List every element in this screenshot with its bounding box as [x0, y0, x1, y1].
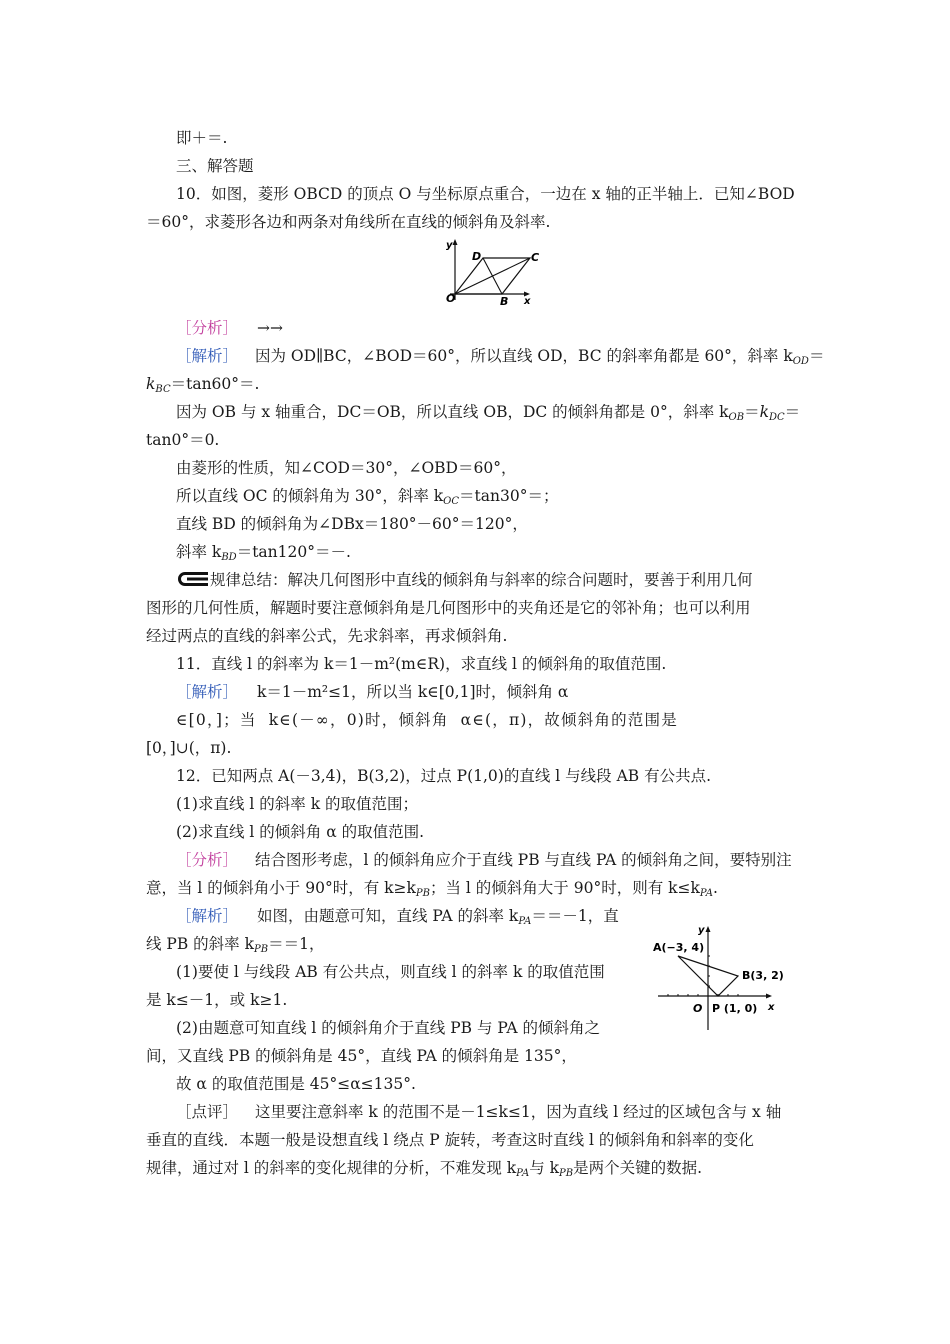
solution-text: ＝tan30°＝； [459, 487, 559, 505]
solution-12-line-1 [176, 906, 619, 932]
solution-text: k＝1－m²≤1，所以当 k∈[0,1]时，倾斜角 α [256, 683, 569, 701]
comment-text: 是两个关键的数据. [573, 1159, 703, 1177]
fig2-a-label: A(−3, 4) [653, 941, 705, 954]
comment-tag: ［点评］ [176, 1103, 239, 1121]
fig2-p-label: P (1, 0) [712, 1002, 758, 1015]
rule-text: 规律总结：解决几何图形中直线的倾斜角与斜率的综合问题时，要善于利用几何 [210, 571, 753, 589]
analysis-text: 意，当 l 的倾斜角小于 90°时，有 k≥k [146, 879, 416, 897]
question-12-part-1: (1)求直线 l 的斜率 k 的取值范围； [176, 795, 419, 813]
comment-text: 规律，通过对 l 的斜率的变化规律的分析，不难发现 k [146, 1159, 517, 1177]
solution-10-line-8 [176, 542, 351, 568]
subscript: DC [769, 412, 785, 423]
line-segment-figure [650, 918, 790, 1036]
solution-10-line-5: 由菱形的性质，知∠COD＝30°，∠OBD＝60°， [176, 459, 517, 477]
question-12: 12．已知两点 A(－3,4)，B(3,2)，过点 P(1,0)的直线 l 与线段 AB 有公共点. [176, 767, 712, 785]
rhombus-figure [438, 236, 538, 306]
subscript: OD [792, 356, 809, 367]
solution-text: 斜率 k [176, 543, 222, 561]
subscript: BC [155, 384, 171, 395]
solution-text: 所以直线 OC 的倾斜角为 30°，斜率 k [176, 487, 444, 505]
analysis-text: 结合图形考虑，l 的倾斜角应介于直线 PB 与直线 PA 的倾斜角之间，要特别注 [254, 851, 792, 869]
fig1-b-label: B [500, 295, 509, 308]
book-stack-icon [176, 571, 210, 587]
comment-line-1 [176, 1102, 781, 1122]
solution-12-line-7: 故 α 的取值范围是 45°≤α≤135°. [176, 1075, 416, 1093]
solution-text: ＝＝－1，直 [531, 907, 619, 925]
question-12-part-2: (2)求直线 l 的倾斜角 α 的取值范围. [176, 823, 425, 841]
k-symbol: k [759, 403, 769, 421]
fig2-o-label: O [693, 1002, 703, 1015]
solution-text: ＝tan60°＝. [170, 375, 260, 393]
solution-10-line-3 [176, 402, 800, 428]
analysis-12-line-1 [176, 850, 792, 870]
solution-12-line-4: 是 k≤－1，或 k≥1. [146, 991, 288, 1009]
solution-tag: ［解析］ [176, 683, 239, 701]
solution-11-line-2: ∈[0，]；当 k∈(－∞，0)时，倾斜角 α∈(，π)，故倾斜角的范围是 [176, 711, 678, 729]
fig2-y-label: y [698, 925, 705, 936]
rule-summary-line-1 [176, 570, 753, 590]
solution-text: ＝tan120°＝－. [236, 543, 351, 561]
comment-text: 这里要注意斜率 k 的范围不是－1≤k≤1，因为直线 l 经过的区域包含与 x 轴 [254, 1103, 782, 1121]
solution-11-line-1 [176, 682, 568, 702]
solution-tag: ［解析］ [176, 347, 239, 365]
subscript: PB [415, 888, 430, 899]
solution-12-line-2 [146, 934, 324, 960]
subscript: PA [699, 888, 713, 899]
fig1-d-label: D [472, 250, 482, 263]
comment-line-3 [146, 1158, 702, 1184]
rule-summary-line-3: 经过两点的直线的斜率公式，先求斜率，再求倾斜角. [146, 627, 508, 645]
question-10-line-2: ＝60°，求菱形各边和两条对角线所在直线的倾斜角及斜率. [146, 213, 551, 231]
comment-line-2: 垂直的直线．本题一般是设想直线 l 绕点 P 旋转，考查这时直线 l 的倾斜角和斜率的变化 [146, 1131, 754, 1149]
analysis-10 [176, 318, 283, 338]
solution-text: 因为 OB 与 x 轴重合，DC＝OB，所以直线 OB，DC 的倾斜角都是 0°，斜率 k [176, 403, 729, 421]
analysis-text: ；当 l 的倾斜角大于 90°时，则有 k≤k [430, 879, 700, 897]
analysis-text: . [712, 879, 718, 897]
solution-12-line-5: (2)由题意可知直线 l 的倾斜角介于直线 PB 与 PA 的倾斜角之 [176, 1019, 600, 1037]
subscript: PA [518, 916, 532, 927]
analysis-tag: ［分析］ [176, 851, 239, 869]
k-symbol: k [146, 375, 156, 393]
question-11: 11．直线 l 的斜率为 k＝1－m²(m∈R)，求直线 l 的倾斜角的取值范围. [176, 655, 667, 673]
fig1-c-label: C [531, 251, 540, 264]
solution-10-line-6 [176, 486, 558, 512]
solution-text: 线 PB 的斜率 k [146, 935, 254, 953]
solution-text: 因为 OD∥BC，∠BOD＝60°，所以直线 OD，BC 的斜率角都是 60°，斜率 k [254, 347, 793, 365]
fig2-b-label: B(3, 2) [742, 969, 784, 982]
fig1-x-label: x [524, 296, 531, 307]
solution-10-line-7: 直线 BD 的倾斜角为∠DBx＝180°－60°＝120°， [176, 515, 528, 533]
y-axis-arrow [706, 926, 711, 932]
subscript: OB [728, 412, 745, 423]
rule-summary-line-2: 图形的几何性质，解题时要注意倾斜角是几何图形中的夹角还是它的邻补角；也可以利用 [146, 599, 751, 617]
solution-10-line-2 [146, 374, 259, 400]
fig1-y-label: y [446, 240, 453, 251]
section-heading: 三、解答题 [176, 157, 254, 175]
x-axis-arrow [766, 994, 772, 999]
subscript: PB [559, 1168, 574, 1179]
subscript: BD [221, 552, 237, 563]
solution-10-line-4: tan0°＝0. [146, 431, 220, 449]
diagonal-bd [483, 258, 502, 294]
equals: ＝ [744, 403, 760, 421]
solution-text: 如图，由题意可知，直线 PA 的斜率 k [256, 907, 519, 925]
fig1-o-label: O [446, 292, 456, 305]
y-axis-arrow [453, 239, 458, 245]
solution-text: ＝＝1， [268, 935, 325, 953]
analysis-tag: ［分析］ [176, 319, 239, 337]
solution-10-line-1 [176, 346, 824, 372]
equals: ＝ [784, 403, 801, 421]
analysis-12-line-2 [146, 878, 718, 904]
text-line: 即＋＝. [176, 129, 228, 147]
analysis-arrows: →→ [256, 319, 283, 337]
subscript: PA [516, 1168, 530, 1179]
comment-text: 与 k [529, 1159, 560, 1177]
solution-11-line-3: [0，]∪(，π). [146, 739, 232, 757]
subscript: OC [443, 496, 460, 507]
question-10-line-1: 10．如图，菱形 OBCD 的顶点 O 与坐标原点重合，一边在 x 轴的正半轴上．已知∠BOD [176, 185, 795, 203]
fig2-x-label: x [768, 1002, 775, 1013]
solution-12-line-3: (1)要使 l 与线段 AB 有公共点，则直线 l 的斜率 k 的取值范围 [176, 963, 605, 981]
solution-tag: ［解析］ [176, 907, 239, 925]
subscript: PB [254, 944, 269, 955]
solution-12-line-6: 间，又直线 PB 的倾斜角是 45°，直线 PA 的倾斜角是 135°， [146, 1047, 577, 1065]
equals: ＝ [808, 347, 825, 365]
